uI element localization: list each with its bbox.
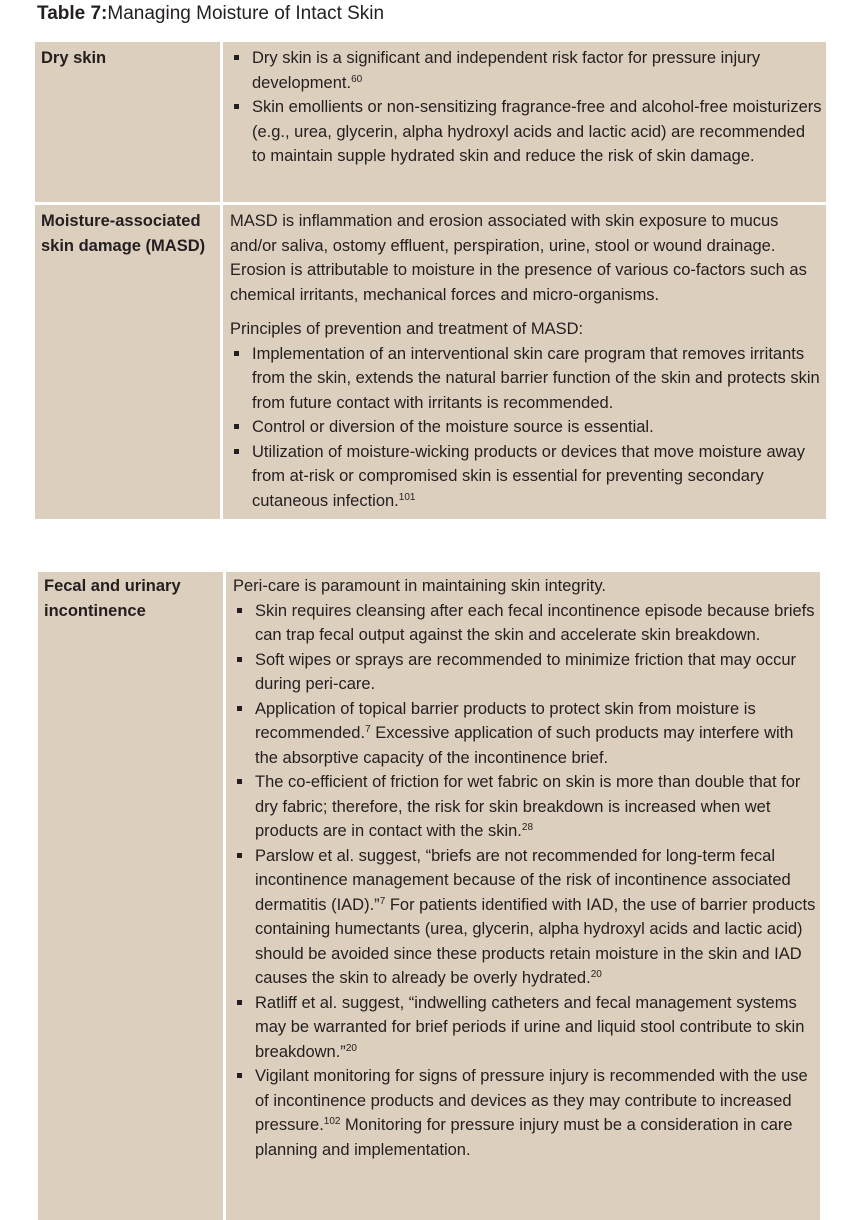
bullet-item: Skin emollients or non-sensitizing fragrance-free and alcohol-free moisturizers (e.g., urea, glycerin, alpha hydroxyl acids and lactic acid) are recommended to maintain supple hydrated skin and reduce the risk of skin damage. xyxy=(230,95,822,169)
table-row-masd xyxy=(35,204,826,520)
bullet-item: Ratliff et al. suggest, “indwelling catheters and fecal management systems may be warranted for brief periods if urine and liquid stool contribute to skin breakdown.”$^{20}$ xyxy=(233,991,816,1065)
table-title: Managing Moisture of Intact Skin xyxy=(107,3,385,24)
moisture-table-part-2 xyxy=(38,572,820,1220)
bullet-list xyxy=(233,599,816,1163)
bullet-item: Implementation of an interventional skin care program that removes irritants from the skin, extends the natural barrier function of the skin and protects skin from future contact with irritants is recommended. xyxy=(230,342,822,416)
table-row-incontinence xyxy=(38,572,820,1220)
bullet-item: Dry skin is a significant and independent risk factor for pressure injury development.$^{60}$ xyxy=(230,46,822,95)
bullet-list xyxy=(230,46,822,169)
bullet-item: Parslow et al. suggest, “briefs are not recommended for long-term fecal incontinence management because of the risk of incontinence associated dermatitis (IAD).”$^7$ For patients identified with IAD, the use of barrier products containing humectants (urea, glycerin, alpha hydroxyl acids and lactic acid) should be avoided since these products retain moisture in the skin and IAD causes the skin to already be overly hydrated.$^{20}$ xyxy=(233,844,816,991)
row-header: Dry skin xyxy=(35,42,222,204)
bullet-list xyxy=(230,342,822,514)
moisture-table-part-1 xyxy=(35,42,826,519)
bullet-item: Vigilant monitoring for signs of pressure injury is recommended with the use of incontinence products and devices as they may contribute to increased pressure.$^{102}$ Monitoring for pressure injury must be a consideration in care planning and implementation. xyxy=(233,1064,816,1162)
row-paragraph: MASD is inflammation and erosion associated with skin exposure to mucus and/or saliva, ostomy effluent, perspiration, urine, stool or wound drainage. Erosion is attributable to moisture in the presence of various co-factors such as chemical irritants, mechanical forces and micro-organisms. xyxy=(230,212,807,304)
bullet-item: Utilization of moisture-wicking products or devices that move moisture away from at-risk or compromised skin is essential for preventing secondary cutaneous infection.$^{101}$ xyxy=(230,440,822,514)
table-number: Table 7: xyxy=(37,3,108,24)
row-intro: Principles of prevention and treatment of MASD: xyxy=(230,320,584,338)
bullet-item: The co-efficient of friction for wet fabric on skin is more than double that for dry fabric; therefore, the risk for skin breakdown is increased when wet products are in contact with the skin.$^{28}$ xyxy=(233,770,816,844)
bullet-item: Soft wipes or sprays are recommended to minimize friction that may occur during peri-care. xyxy=(233,648,816,697)
row-content xyxy=(225,572,821,1220)
bullet-item: Application of topical barrier products to protect skin from moisture is recommended.$^7$ Excessive application of such products may interfere with the absorptive capacity of the incontinence brief. xyxy=(233,697,816,771)
table-row-dry-skin xyxy=(35,42,826,204)
row-content xyxy=(222,204,827,520)
bullet-item: Skin requires cleansing after each fecal incontinence episode because briefs can trap fecal output against the skin and accelerate skin breakdown. xyxy=(233,599,816,648)
row-header: Fecal and urinary incontinence xyxy=(38,572,225,1220)
row-header: Moisture-associated skin damage (MASD) xyxy=(35,204,222,520)
row-intro: Peri-care is paramount in maintaining skin integrity. xyxy=(233,577,606,595)
table-caption xyxy=(37,3,384,25)
bullet-item: Control or diversion of the moisture source is essential. xyxy=(230,415,822,440)
row-content xyxy=(222,42,827,204)
